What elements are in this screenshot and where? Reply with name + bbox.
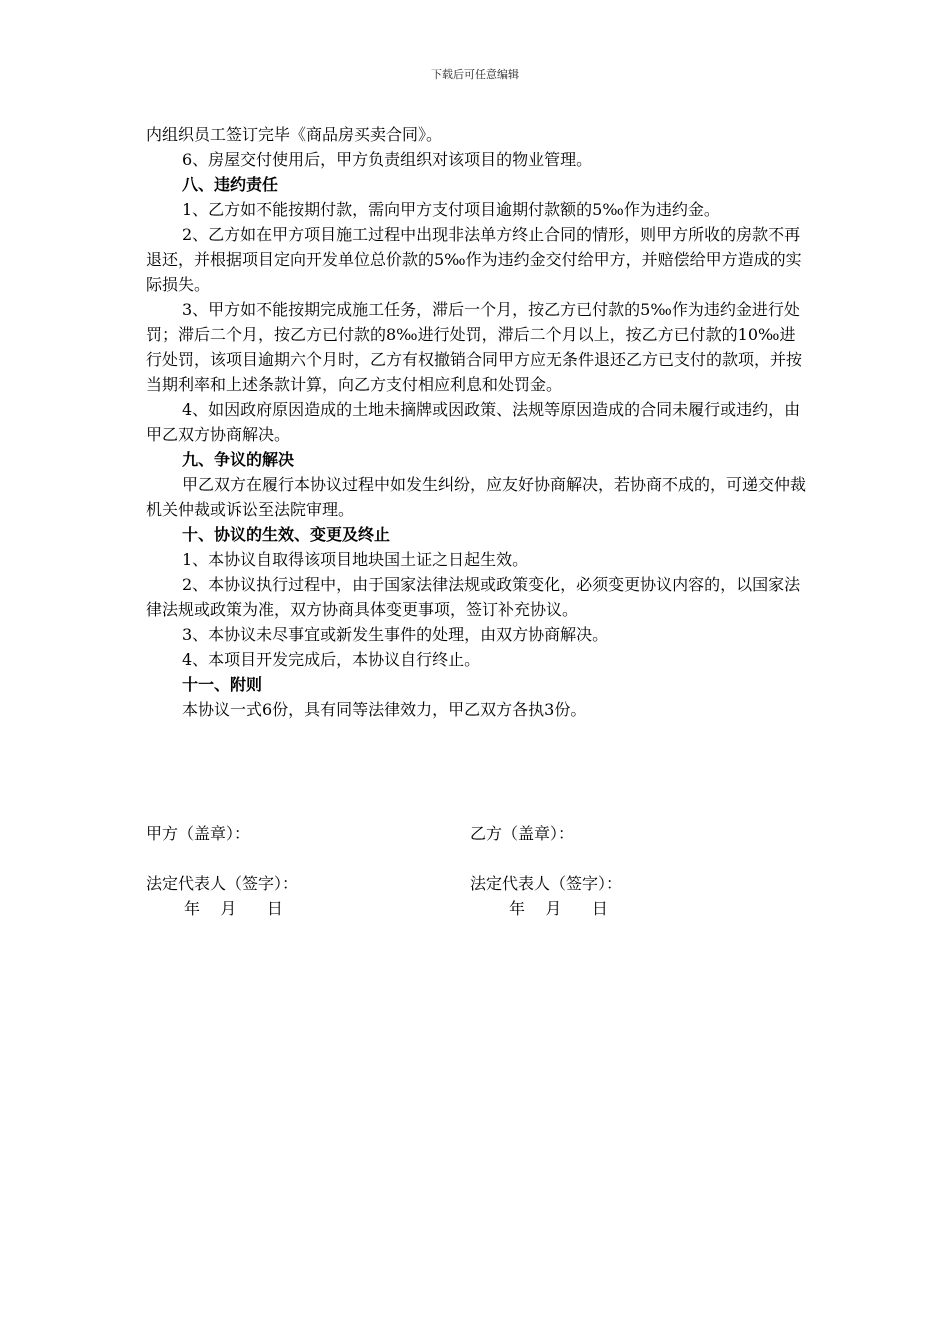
party-b-representative-label: 法定代表人（签字）： bbox=[470, 874, 623, 893]
paragraph: 6、房屋交付使用后，甲方负责组织对该项目的物业管理。 bbox=[182, 150, 593, 169]
paragraph: 2、本协议执行过程中，由于国家法律法规或政策变化，必须变更协议内容的，以国家法律法规或政策为准，双方协商具体变更事项，签订补充协议。 bbox=[146, 575, 801, 619]
section-heading: 九、争议的解决 bbox=[182, 450, 295, 469]
paragraph: 4、本项目开发完成后，本协议自行终止。 bbox=[182, 650, 481, 669]
section-heading: 十一、附则 bbox=[182, 675, 263, 694]
party-a-seal-label: 甲方（盖章）： bbox=[146, 824, 251, 843]
contract-body bbox=[146, 122, 808, 722]
paragraph: 本协议一式6份，具有同等法律效力，甲乙双方各执3份。 bbox=[182, 700, 587, 719]
party-a-date-line: 年 月 日 bbox=[184, 899, 283, 918]
party-b-date-line: 年 月 日 bbox=[509, 899, 608, 918]
party-a-representative-label: 法定代表人（签字）： bbox=[146, 874, 299, 893]
paragraph: 甲乙双方在履行本协议过程中如发生纠纷，应友好协商解决，若协商不成的，可递交仲裁机关仲裁或诉讼至法院审理。 bbox=[146, 475, 807, 519]
page-header: 下载后可任意编辑 bbox=[431, 68, 519, 81]
party-b-seal-label: 乙方（盖章）： bbox=[470, 824, 575, 843]
paragraph: 3、本协议未尽事宜或新发生事件的处理，由双方协商解决。 bbox=[182, 625, 609, 644]
paragraph: 1、本协议自取得该项目地块国土证之日起生效。 bbox=[182, 550, 529, 569]
paragraph: 3、甲方如不能按期完成施工任务，滞后一个月，按乙方已付款的5‰作为违约金进行处罚；滞后二个月，按乙方已付款的8‰进行处罚，滞后二个月以上，按乙方已付款的10‰进行处罚，该项目逾期六个月时，乙方有权撤销合同甲方应无条件退还乙方已支付的款项，并按当期利率和上述条款计算，向乙方支付相应利息和处罚金。 bbox=[146, 300, 803, 394]
paragraph: 1、乙方如不能按期付款，需向甲方支付项目逾期付款额的5‰作为违约金。 bbox=[182, 200, 720, 219]
section-heading: 八、违约责任 bbox=[182, 175, 279, 194]
paragraph: 2、乙方如在甲方项目施工过程中出现非法单方终止合同的情形，则甲方所收的房款不再退还，并根据项目定向开发单位总价款的5‰作为违约金交付给甲方，并赔偿给甲方造成的实际损失。 bbox=[146, 225, 802, 294]
paragraph: 内组织员工签订完毕《商品房买卖合同》。 bbox=[146, 125, 443, 144]
section-heading: 十、协议的生效、变更及终止 bbox=[182, 525, 391, 544]
paragraph: 4、如因政府原因造成的土地未摘牌或因政策、法规等原因造成的合同未履行或违约，由甲乙双方协商解决。 bbox=[146, 400, 801, 444]
